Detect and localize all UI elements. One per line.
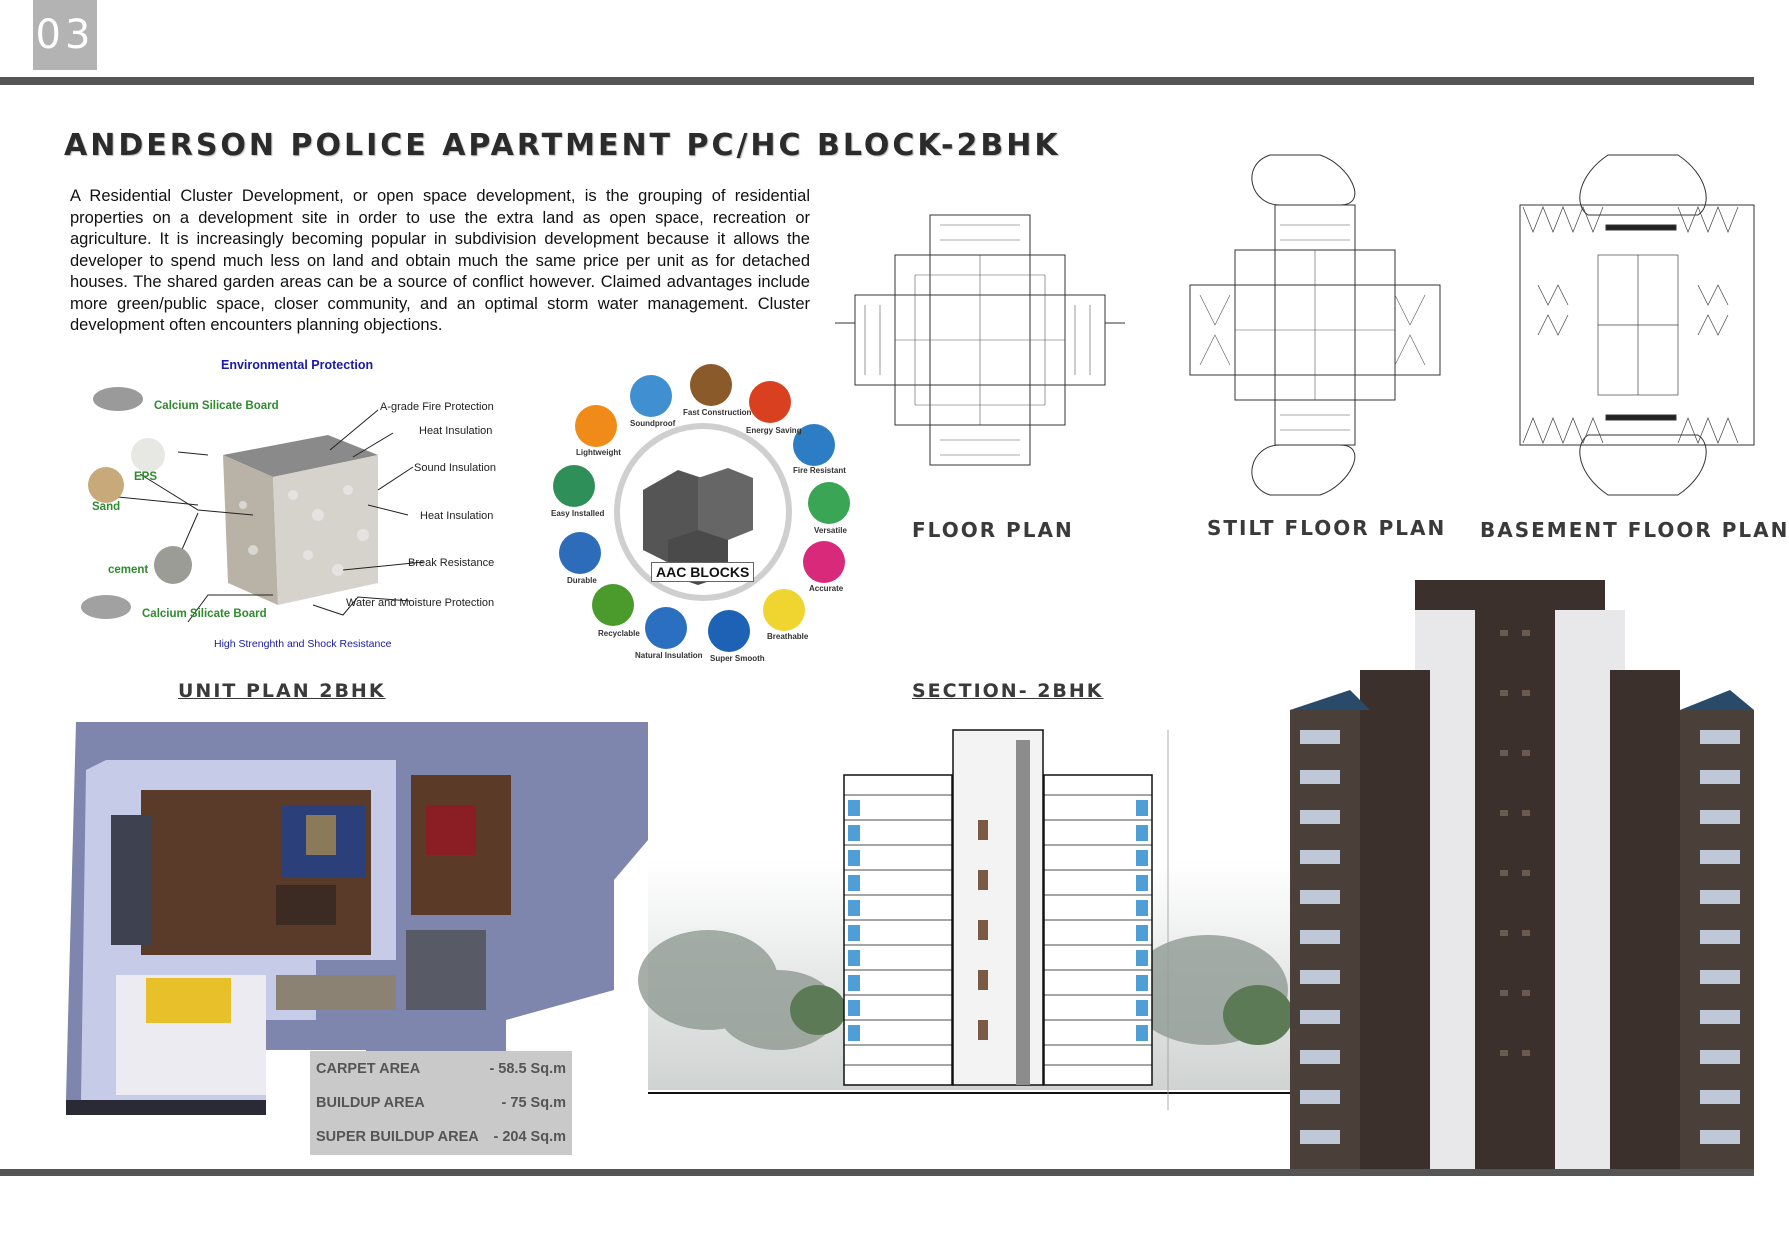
aac-feature: Easy Installed bbox=[551, 509, 605, 518]
prop-heat-insulation: Heat Insulation bbox=[419, 425, 493, 437]
aac-blocks-diagram bbox=[548, 360, 858, 665]
aac-feature: Fire Resistant bbox=[793, 466, 846, 475]
prop-sound-insulation: Sound Insulation bbox=[414, 462, 496, 474]
area-value: - 204 Sq.m bbox=[493, 1129, 566, 1145]
basement-floor-plan-drawing bbox=[1518, 145, 1754, 505]
section-label: SECTION- 2BHK bbox=[912, 680, 1104, 702]
env-title: Environmental Protection bbox=[221, 358, 374, 372]
area-label: BUILDUP AREA bbox=[316, 1095, 425, 1111]
aac-feature: Natural Insulation bbox=[635, 651, 703, 660]
intro-paragraph: A Residential Cluster Development, or open space development, is the grouping of residential properties on a development site in order to use the extra land as open space, recreation or agriculture. It is increasingly becoming popular in subdivision development because it allows the developer to spend much less on land and obtain much the same price per unit as for detached houses. The shared garden areas can be a source of conflict however. Claimed advantages include more green/public space, closer community, and an optimal storm water management. Cluster development often encounters planning objections. bbox=[70, 187, 810, 334]
aac-feature: Accurate bbox=[809, 584, 844, 593]
prop-break-resistance: Break Resistance bbox=[408, 557, 495, 569]
area-label: SUPER BUILDUP AREA bbox=[316, 1129, 479, 1145]
aac-feature: Durable bbox=[567, 576, 597, 585]
page-number: 03 bbox=[33, 0, 97, 70]
area-value: - 58.5 Sq.m bbox=[489, 1061, 566, 1077]
top-divider bbox=[0, 77, 1754, 85]
building-elevation-render bbox=[1290, 580, 1754, 1169]
material-sand: Sand bbox=[92, 501, 121, 513]
material-calcium-silicate-board-2: Calcium Silicate Board bbox=[142, 608, 267, 620]
stilt-floor-plan-label: STILT FLOOR PLAN bbox=[1207, 516, 1447, 540]
area-summary-box bbox=[310, 1051, 572, 1155]
env-footer: High Strenghth and Shock Resistance bbox=[214, 638, 392, 650]
aac-feature: Energy Saving bbox=[746, 426, 802, 435]
floor-plan-label: FLOOR PLAN bbox=[912, 518, 1074, 542]
material-calcium-silicate-board: Calcium Silicate Board bbox=[154, 400, 279, 412]
aac-feature: Versatile bbox=[814, 526, 847, 535]
unit-plan-label: UNIT PLAN 2BHK bbox=[178, 680, 386, 702]
section-render bbox=[648, 720, 1298, 1145]
area-value: - 75 Sq.m bbox=[501, 1095, 566, 1111]
area-row bbox=[316, 1091, 566, 1125]
material-eps: EPS bbox=[134, 471, 158, 483]
aac-blocks-label: AAC BLOCKS bbox=[651, 562, 754, 582]
aac-feature: Super Smooth bbox=[710, 654, 765, 663]
material-cement: cement bbox=[108, 564, 149, 576]
prop-fire-protection: A-grade Fire Protection bbox=[380, 401, 494, 413]
aac-feature: Breathable bbox=[767, 632, 809, 641]
environmental-protection-diagram bbox=[78, 355, 518, 655]
area-row bbox=[316, 1057, 566, 1091]
aac-feature: Soundproof bbox=[630, 419, 676, 428]
aac-feature: Recyclable bbox=[598, 629, 640, 638]
area-label: CARPET AREA bbox=[316, 1061, 421, 1077]
basement-floor-plan-label: BASEMENT FLOOR PLAN bbox=[1480, 518, 1789, 542]
prop-heat-insulation-2: Heat Insulation bbox=[420, 510, 494, 522]
stilt-floor-plan-drawing bbox=[1180, 145, 1440, 505]
aac-feature: Fast Construction bbox=[683, 408, 752, 417]
floor-plan-drawing bbox=[835, 205, 1125, 475]
area-row bbox=[316, 1125, 566, 1159]
page-title: ANDERSON POLICE APARTMENT PC/HC BLOCK-2BHK bbox=[64, 128, 1061, 163]
prop-water-moisture: Water and Moisture Protection bbox=[346, 597, 495, 609]
aac-feature: Lightweight bbox=[576, 448, 621, 457]
bottom-divider bbox=[0, 1169, 1754, 1176]
